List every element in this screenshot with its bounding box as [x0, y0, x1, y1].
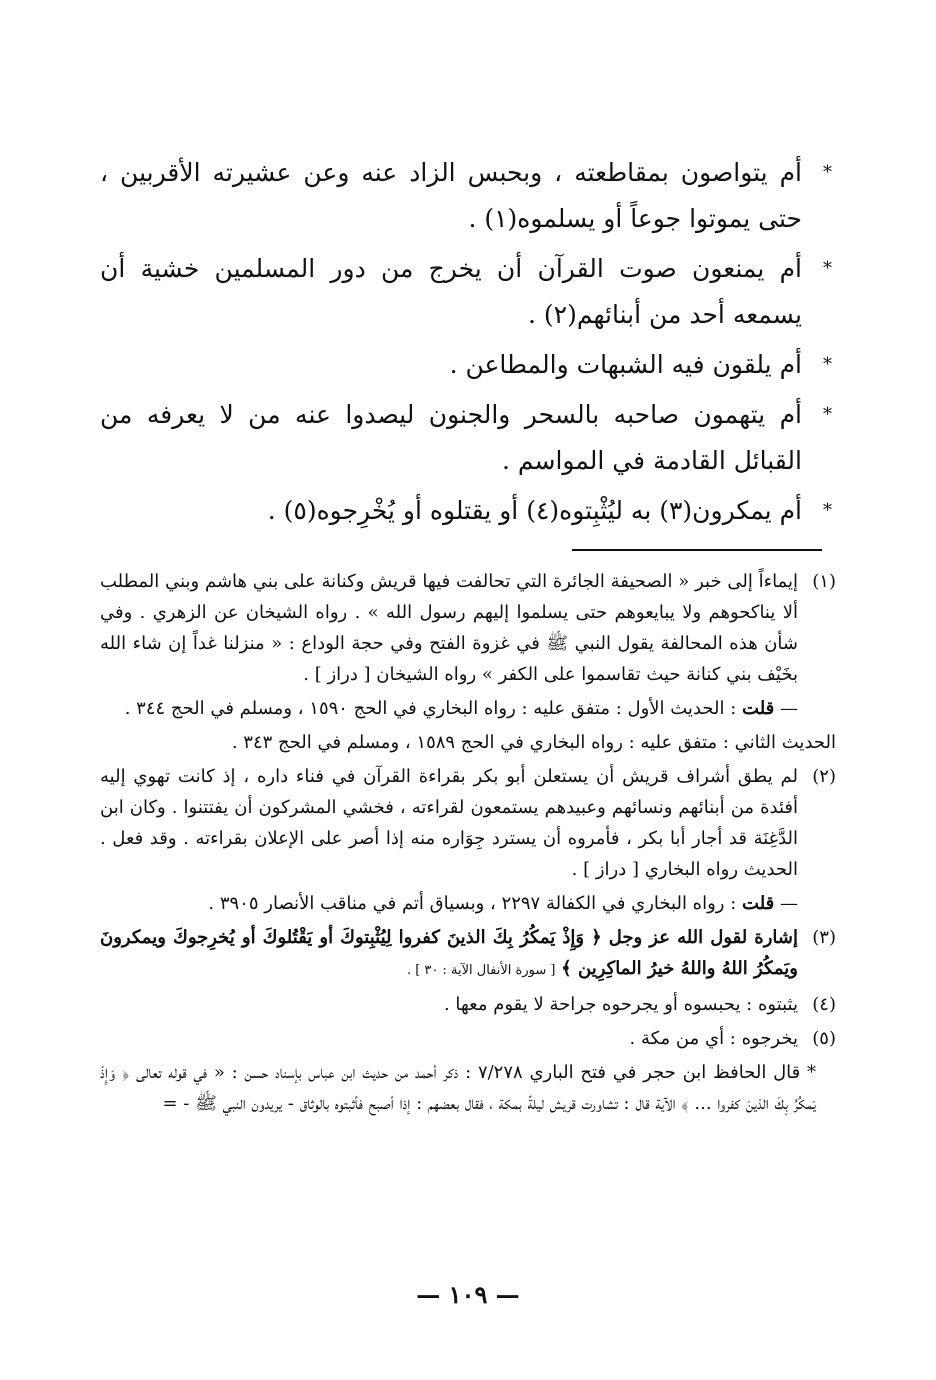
footnote-2-qualifier: — قلت : رواه البخاري في الكفالة ٢٢٩٧ ، وبسياق أتم في مناقب الأنصار ٣٩٠٥ .	[208, 893, 798, 914]
footnote-5	[100, 1023, 836, 1054]
footnote-separator	[572, 549, 822, 551]
footnote-1-qualifier: — قلت : الحديث الأول : متفق عليه : رواه البخاري في الحج ١٥٩٠ ، ومسلم في الحج ٣٤٤ .	[124, 698, 798, 719]
main-text	[100, 150, 832, 538]
footnote-4	[100, 989, 836, 1020]
footnote-number: (٢)	[812, 766, 836, 787]
footnote-1	[100, 566, 836, 690]
qualifier-label: قلت	[742, 893, 775, 914]
footnotes	[100, 566, 836, 1119]
qualifier-text: : الحديث الأول : متفق عليه : رواه البخاري في الحج ١٥٩٠ ، ومسلم في الحج ٣٤٤ .	[124, 698, 737, 719]
additional-note: * قال الحافظ ابن حجر في فتح الباري ٧/٢٧٨ : ذكر أحمد من حديث ابن عباس بإسناد حسن : « في قوله تعالى ﴿ وَإِذْ يَمكُرُ بِكَ الذينَ كفروا ... ﴾ الآية قال : تشاورت قريش ليلةً بمكة ، فقال بعضهم : إذا أصبح فأثبتوه بالوثاق - يريدون النبي ﷺ - =	[100, 1062, 817, 1114]
quran-reference: [ سورة الأنفال الآية : ٣٠ ] .	[406, 963, 556, 978]
qualifier-text: : رواه البخاري في الكفالة ٢٢٩٧ ، وبسياق أتم في مناقب الأنصار ٣٩٠٥ .	[208, 893, 737, 914]
bullet-text: أم يتواصون بمقاطعته ، وبحبس الزاد عنه وعن عشيرته الأقربين ، حتى يموتوا جوعاً أو يسلموه(١) .	[100, 158, 802, 233]
bullet-marker: *	[823, 354, 832, 375]
bullet-marker: *	[823, 404, 832, 425]
footnote-3	[100, 922, 836, 986]
bullet-item	[100, 392, 832, 484]
bullet-marker: *	[823, 500, 832, 521]
footnote-2	[100, 761, 836, 885]
bullet-item	[100, 150, 832, 242]
footnote-text: إيماءاً إلى خبر « الصحيفة الجائرة التي تحالفت فيها قريش وكنانة على بني هاشم وبني المطلب ألا يناكحوهم ولا يبايعوهم حتى يسلموا إليهم رسول الله » . رواه الشيخان عن الزهري . وفي شأن هذه المحالفة يقول النبي ﷺ في غزوة الفتح وفي حجة الوداع : « منزلنا غداً إن شاء الله بخَيْف بني كنانة حيث تقاسموا على الكفر » رواه الشيخان [ دراز ] .	[100, 571, 798, 685]
footnote-text: يثبتوه : يحبسوه أو يجرحوه جراحة لا يقوم معها .	[443, 994, 798, 1015]
bullet-text: أم يتهمون صاحبه بالسحر والجنون ليصدوا عنه من لا يعرفه من القبائل القادمة في المواسم .	[100, 400, 802, 475]
footnote-text: يخرجوه : أي من مكة .	[629, 1028, 798, 1049]
bullet-item	[100, 342, 832, 388]
bullet-text: أم يلقون فيه الشبهات والمطاعن .	[449, 350, 802, 379]
footnote-number: (١)	[812, 571, 836, 592]
bullet-item	[100, 246, 832, 338]
footnote-1-tail: الحديث الثاني : متفق عليه : رواه البخاري في الحج ١٥٨٩ ، ومسلم في الحج ٣٤٣ .	[231, 732, 836, 753]
footnote-number: (٤)	[812, 994, 836, 1015]
bullet-item	[100, 488, 832, 534]
footnote-number: (٥)	[812, 1028, 836, 1049]
bullet-text: أم يمنعون صوت القرآن أن يخرج من دور المسلمين خشية أن يسمعه أحد من أبنائهم(٢) .	[100, 254, 802, 329]
bullet-marker: *	[823, 162, 832, 183]
qualifier-label: قلت	[742, 698, 775, 719]
footnote-text: لم يطق أشراف قريش أن يستعلن أبو بكر بقراءة القرآن في فناء داره ، إذ كانت تهوي إليه أفئدة من أبنائهم ونسائهم وعبيدهم يستمعون لقراءته ، فخشي المشركون أن يفتتنوا . وكان ابن الدَّغِنَة قد أجار أبا بكر ، فأمروه أن يسترد جِوَاره منه إذا أصر على الإعلان بقراءته . وقد فعل . الحديث رواه البخاري [ دراز ] .	[100, 766, 798, 880]
bullet-text: أم يمكرون(٣) به ليُثْبِتوه(٤) أو يقتلوه أو يُخْرِجوه(٥) .	[267, 496, 802, 525]
footnote-number: (٣)	[812, 927, 836, 948]
footnote-text: إشارة لقول الله عز وجل ﴿ وَإِذْ يَمكُرُ بِكَ الذينَ كفروا لِيُثْبِتوكَ أو يَقْتُلوكَ أو يُخرِجوكَ ويمكرونَ ويَمكُرُ اللهُ واللهُ خيرُ الماكِرِين ﴾	[100, 927, 798, 979]
page-number: — ١٠٩ —	[416, 1280, 520, 1309]
bullet-marker: *	[823, 258, 832, 279]
